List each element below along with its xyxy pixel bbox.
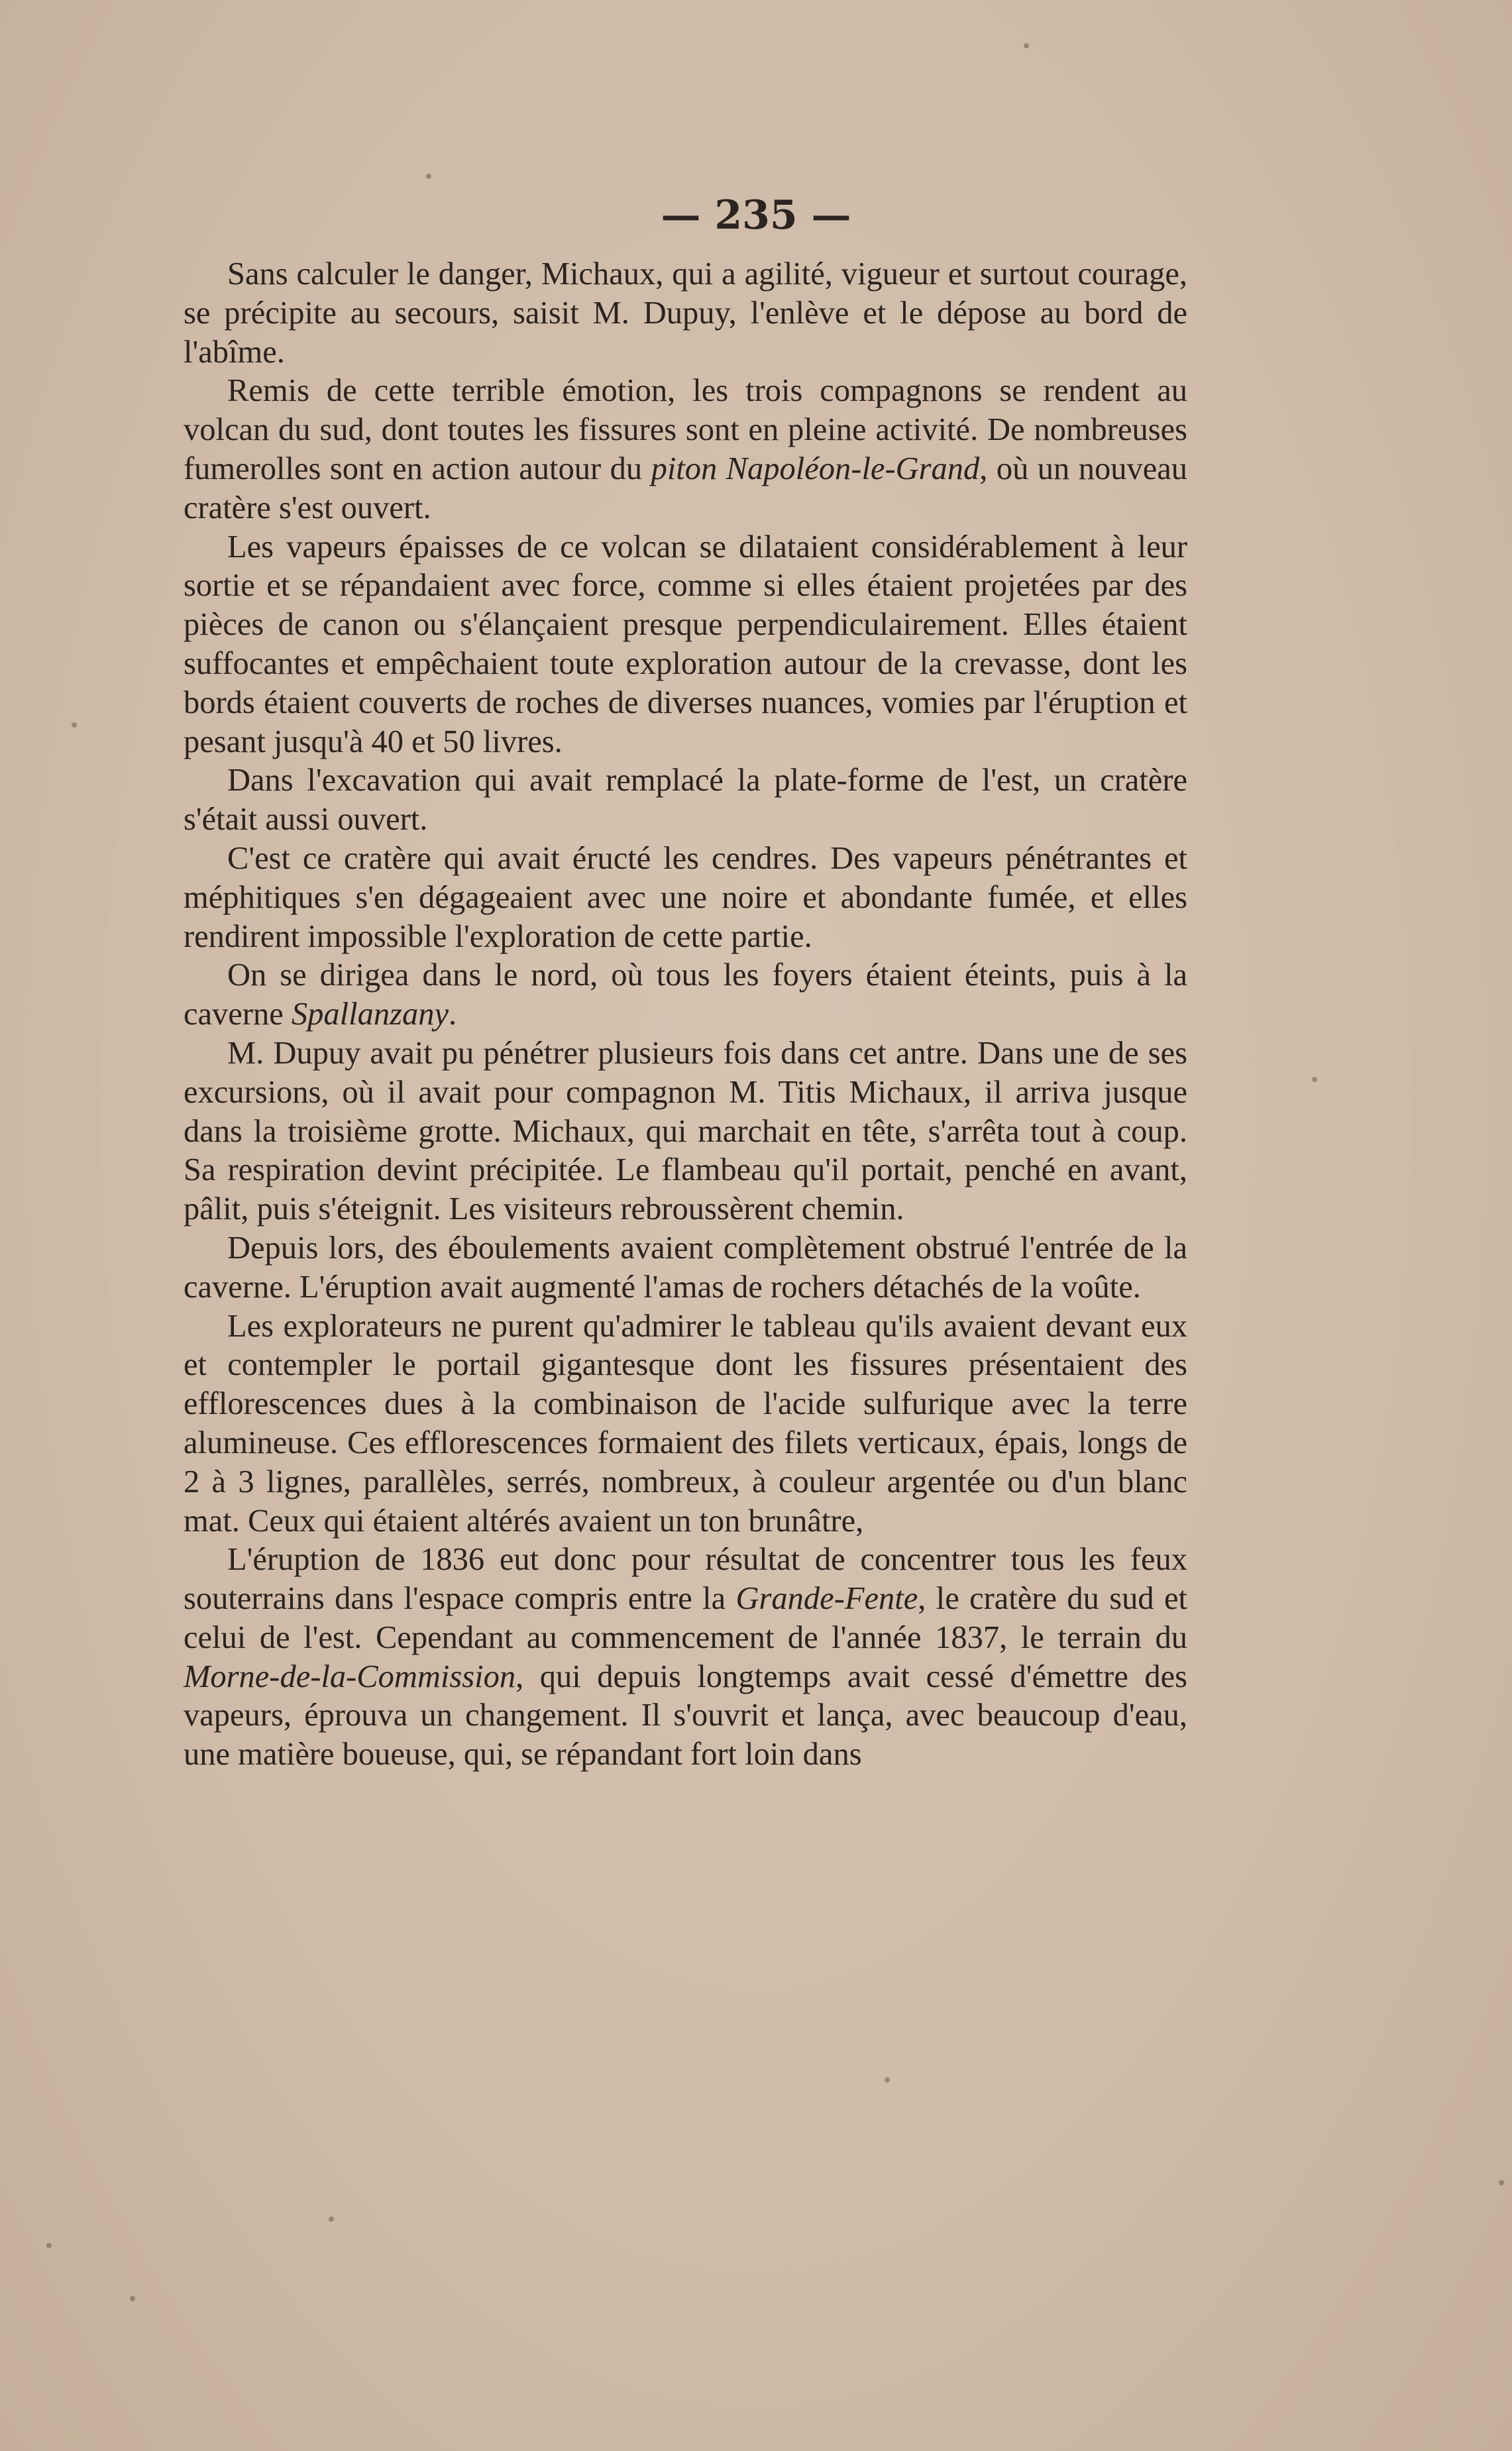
page-number: — 235 — (661, 192, 851, 239)
paragraph (184, 840, 1187, 956)
text-run: On se dirigea dans le nord, où tous les foyers étaient éteints, puis à la caverne (184, 957, 1187, 1032)
paragraph (184, 956, 1187, 1034)
text-run: Les vapeurs épaisses de ce volcan se dilataient considérablement à leur sortie et se répandaient avec force, comme si elles étaient projetées par des pièces de canon ou s'élançaient presque perpendiculairement. Elles étaient suffocantes et empêchaient toute exploration autour de la crevasse, dont les bords étaient couverts de roches de diverses nuances, vomies par l'éruption et pesant jusqu'à 40 et 50 livres. (184, 529, 1187, 759)
paragraph (184, 1229, 1187, 1307)
paragraph (184, 372, 1187, 527)
text-run: Remis de cette terrible émotion, les trois compagnons se rendent au volcan du sud, dont toutes les fissures sont en pleine activité. De nombreuses fumerolles sont en action autour du (184, 373, 1187, 486)
text-run: , où un nouveau cratère s'est ouvert. (184, 451, 1188, 525)
paper-speck (1499, 2180, 1504, 2185)
text-run: C'est ce cratère qui avait éructé les cendres. Des vapeurs pénétrantes et méphitiques s'en dégageaient avec une noire et abondante fumée, et elles rendirent impossible l'exploration de cette partie. (184, 840, 1187, 954)
italic-place-name: Grande-Fente (735, 1581, 918, 1617)
italic-place-name: piton Napoléon-le-Grand (651, 451, 980, 486)
paragraph (184, 528, 1187, 762)
text-run: . (449, 997, 457, 1032)
paper-speck (46, 2243, 52, 2248)
text-run: , le cratère du sud et celui de l'est. Cependant au commencement de l'année 1837, le terrain du (184, 1581, 1187, 1655)
paper-speck (72, 722, 77, 728)
text-run: M. Dupuy avait pu pénétrer plusieurs fois dans cet antre. Dans une de ses excursions, où il avait pour compagnon M. Titis Michaux, il arriva jusque dans la troisième grotte. Michaux, qui marchait en tête, s'arrêta tout à coup. Sa respiration devint précipitée. Le flambeau qu'il portait, penché en avant, pâlit, puis s'éteignit. Les visiteurs rebroussèrent chemin. (184, 1035, 1187, 1227)
text-run: Sans calculer le danger, Michaux, qui a agilité, vigueur et surtout courage, se précipite au secours, saisit M. Dupuy, l'enlève et le dépose au bord de l'abîme. (184, 256, 1187, 370)
paragraph (184, 1307, 1187, 1541)
paper-speck (885, 2077, 890, 2083)
text-run: , qui depuis longtemps avait cessé d'émettre des vapeurs, éprouva un changement. Il s'ouvrit et lança, avec beaucoup d'eau, une matière boueuse, qui, se répandant fort loin dans (184, 1659, 1187, 1772)
text-run: Depuis lors, des éboulements avaient complètement obstrué l'entrée de la caverne. L'éruption avait augmenté l'amas de rochers détachés de la voûte. (184, 1230, 1187, 1305)
text-run: L'éruption de 1836 eut donc pour résultat de concentrer tous les feux souterrains dans l'espace compris entre la (184, 1542, 1187, 1617)
paragraph (184, 1034, 1187, 1229)
paragraph (184, 255, 1187, 372)
paper-speck (1312, 1077, 1317, 1082)
text-run: Dans l'excavation qui avait remplacé la plate-forme de l'est, un cratère s'était aussi ouvert. (184, 763, 1187, 838)
text-run: Les explorateurs ne purent qu'admirer le tableau qu'ils avaient devant eux et contempler le portail gigantesque dont les fissures présentaient des efflorescences dues à la combinaison de l'acide sulfurique avec la terre alumineuse. Ces efflorescences formaient des filets verticaux, épais, longs de 2 à 3 lignes, parallèles, serrés, nombreux, à couleur argentée ou d'un blanc mat. Ceux qui étaient altérés avaient un ton brunâtre, (184, 1308, 1187, 1539)
paragraph (184, 1541, 1187, 1774)
paper-speck (329, 2216, 334, 2222)
body-text (184, 255, 1187, 1774)
paper-speck (130, 2296, 135, 2301)
paper-speck (1024, 43, 1029, 48)
italic-place-name: Spallanzany (291, 997, 449, 1032)
paragraph (184, 761, 1187, 840)
paper-speck (426, 174, 431, 179)
italic-place-name: Morne-de-la-Commission (184, 1659, 516, 1694)
